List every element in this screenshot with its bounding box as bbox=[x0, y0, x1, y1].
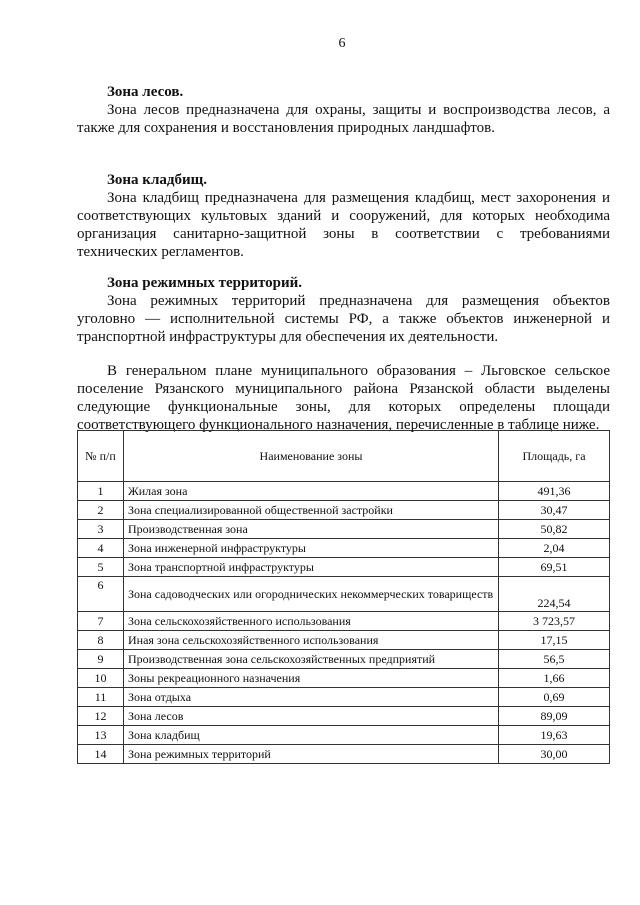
cell-area: 224,54 bbox=[499, 577, 610, 612]
cell-area: 2,04 bbox=[499, 539, 610, 558]
cell-number: 8 bbox=[78, 631, 124, 650]
cell-zone-name: Жилая зона bbox=[124, 482, 499, 501]
header-area: Площадь, га bbox=[499, 431, 610, 482]
cell-number: 1 bbox=[78, 482, 124, 501]
section-forests bbox=[77, 83, 610, 137]
cell-area: 69,51 bbox=[499, 558, 610, 577]
cell-zone-name: Зона режимных территорий bbox=[124, 745, 499, 764]
cell-zone-name: Зона лесов bbox=[124, 707, 499, 726]
cell-zone-name: Зона садоводческих или огороднических некоммерческих товариществ bbox=[124, 577, 499, 612]
cell-number: 4 bbox=[78, 539, 124, 558]
cell-area: 30,47 bbox=[499, 501, 610, 520]
cell-zone-name: Зоны рекреационного назначения bbox=[124, 669, 499, 688]
cell-area: 3 723,57 bbox=[499, 612, 610, 631]
header-number: № п/п bbox=[78, 431, 124, 482]
table-row bbox=[78, 745, 610, 764]
cell-number: 10 bbox=[78, 669, 124, 688]
cell-number: 14 bbox=[78, 745, 124, 764]
cell-area: 17,15 bbox=[499, 631, 610, 650]
cell-area: 19,63 bbox=[499, 726, 610, 745]
cell-zone-name: Зона транспортной инфраструктуры bbox=[124, 558, 499, 577]
cell-zone-name: Иная зона сельскохозяйственного использования bbox=[124, 631, 499, 650]
cell-area: 1,66 bbox=[499, 669, 610, 688]
table-row bbox=[78, 612, 610, 631]
cell-number: 11 bbox=[78, 688, 124, 707]
cell-number: 12 bbox=[78, 707, 124, 726]
cell-zone-name: Зона кладбищ bbox=[124, 726, 499, 745]
table-row bbox=[78, 631, 610, 650]
cell-area: 50,82 bbox=[499, 520, 610, 539]
cell-zone-name: Производственная зона bbox=[124, 520, 499, 539]
table-row bbox=[78, 577, 610, 612]
intro-paragraph bbox=[77, 362, 610, 434]
table-row bbox=[78, 539, 610, 558]
cell-number: 6 bbox=[78, 577, 124, 612]
cell-area: 89,09 bbox=[499, 707, 610, 726]
cell-zone-name: Зона специализированной общественной застройки bbox=[124, 501, 499, 520]
table-header-row bbox=[78, 431, 610, 482]
cell-number: 13 bbox=[78, 726, 124, 745]
table-row bbox=[78, 482, 610, 501]
table-row bbox=[78, 688, 610, 707]
cell-zone-name: Производственная зона сельскохозяйственных предприятий bbox=[124, 650, 499, 669]
section-restricted bbox=[77, 274, 610, 346]
cell-number: 3 bbox=[78, 520, 124, 539]
table-row bbox=[78, 707, 610, 726]
table-row bbox=[78, 650, 610, 669]
zones-table bbox=[77, 430, 610, 764]
cell-zone-name: Зона сельскохозяйственного использования bbox=[124, 612, 499, 631]
table-row bbox=[78, 520, 610, 539]
cell-number: 2 bbox=[78, 501, 124, 520]
header-zone-name: Наименование зоны bbox=[124, 431, 499, 482]
table-row bbox=[78, 558, 610, 577]
cell-area: 491,36 bbox=[499, 482, 610, 501]
table-row bbox=[78, 726, 610, 745]
cell-number: 5 bbox=[78, 558, 124, 577]
section-text: Зона режимных территорий предназначена для размещения объектов уголовно — исполнительной системы РФ, а также объектов инженерной и транспортной инфраструктуры для обеспечения их деятельности. bbox=[77, 293, 610, 345]
cell-number: 7 bbox=[78, 612, 124, 631]
table-row bbox=[78, 501, 610, 520]
section-heading: Зона режимных территорий. bbox=[107, 275, 303, 291]
page-number: 6 bbox=[338, 36, 346, 51]
intro-text: В генеральном плане муниципального образования – Льговское сельское поселение Рязанского муниципального района Рязанской области выделены следующие функциональные зоны, для которых определены площади соответствующего функционального назначения, перечисленные в таблице ниже. bbox=[77, 363, 610, 433]
section-cemeteries bbox=[77, 171, 610, 261]
cell-area: 56,5 bbox=[499, 650, 610, 669]
cell-zone-name: Зона отдыха bbox=[124, 688, 499, 707]
cell-zone-name: Зона инженерной инфраструктуры bbox=[124, 539, 499, 558]
section-heading: Зона кладбищ. bbox=[107, 172, 208, 188]
table-row bbox=[78, 669, 610, 688]
section-text: Зона кладбищ предназначена для размещения кладбищ, мест захоронения и соответствующих культовых зданий и сооружений, для которых необходима организация санитарно-защитной зоны в соответствии с требованиями технических регламентов. bbox=[77, 190, 610, 260]
section-text: Зона лесов предназначена для охраны, защиты и воспроизводства лесов, а также для сохранения и восстановления природных ландшафтов. bbox=[77, 102, 610, 136]
cell-area: 30,00 bbox=[499, 745, 610, 764]
cell-number: 9 bbox=[78, 650, 124, 669]
section-heading: Зона лесов. bbox=[107, 84, 184, 100]
cell-area: 0,69 bbox=[499, 688, 610, 707]
